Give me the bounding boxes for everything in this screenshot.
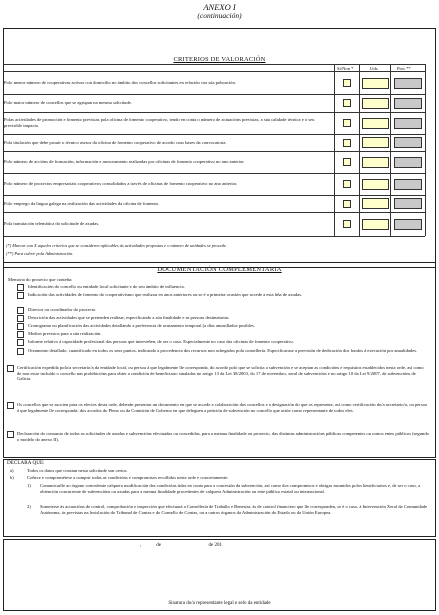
memoria-item-text: Orzamento detallado, cuantificado en todos os seus puntos, indicando a procedencia dos recursos non achegados pola consellería. Especificarase a previsión de dedicación dos fondos á execución por anualidades. [28, 348, 418, 353]
criteria-units-field[interactable] [362, 198, 389, 209]
grid-vline [359, 64, 360, 236]
declaration-b-marker: b) [10, 475, 14, 480]
criteria-points-field [394, 118, 422, 129]
memoria-item-text: Medios previstos para a súa realización. [28, 331, 102, 336]
criteria-row: Polo número de proxectos empresariais cooperativos consolidados a través de oficinas de fomento cooperativo no ano anterior. [4, 181, 238, 187]
criteria-points-field [394, 98, 422, 109]
criteria-checkbox[interactable] [343, 220, 351, 228]
memoria-heading: Memoria do proxecto que conteña: [8, 277, 73, 282]
memoria-item-text: Identificación do concello ou entidade local solicitante e do seu ámbito de influencia. [28, 284, 185, 289]
criteria-row: Polo maior número de concellos que se agrupan na mesma solicitude. [4, 100, 132, 106]
criteria-units-field[interactable] [362, 78, 389, 89]
col-uds-header: Uds. [370, 66, 379, 71]
criteria-units-field[interactable] [362, 219, 389, 230]
criteria-points-field [394, 78, 422, 89]
criteria-checkbox[interactable] [343, 79, 351, 87]
documentation-title: DOCUMENTACIÓN COMPLEMENTARIA [157, 266, 282, 273]
criteria-checkbox[interactable] [343, 158, 351, 166]
criteria-points-field [394, 219, 422, 230]
memoria-item-checkbox[interactable] [17, 284, 24, 291]
criteria-points-field [394, 157, 422, 168]
grid-vline [334, 64, 335, 236]
criteria-checkbox[interactable] [343, 200, 351, 208]
document-item-text: Os concellos que se asocien para os efectos desta orde, deberán presentar un documento en que se acorde a colaboración dos concellos e a designación do que os represente, así como certificación do/a secretario/a, ou persoa á que legalmente lle corresponda, dos acordos do Pleno ou da Comisión de Goberno en que deleguen a petición de subvención no concello que actúe como representante de todos eles. [17, 402, 427, 413]
declaration-title: DECLARA QUE: [7, 460, 45, 466]
criteria-row: Polo menor número de cooperativas activas con domicilio no ámbito dos concellos solicitantes en relación coa súa poboación. [4, 80, 236, 86]
criteria-title: CRITERIOS DE VALORACIÓN [173, 56, 266, 63]
criteria-row: Polo número de accións de formación, información e asesoramento realizadas por oficinas de fomento cooperativo no ano anterior. [4, 159, 245, 165]
col-ptos-header: Ptos ** [397, 66, 411, 71]
memoria-item-checkbox[interactable] [17, 307, 24, 314]
signature-date-line[interactable]: , de de 201 [140, 543, 222, 548]
grid-hline [4, 236, 425, 237]
criteria-row: Polas actividades de promoción e fomento previstas pola oficina de fomento cooperativo, tendo en conta o número de actuacións previstas, a súa calidade técnica e o seu previsible impacto. [4, 117, 315, 128]
annex-subtitle: (continuación) [197, 11, 242, 20]
annex-title: ANEXO I [203, 2, 236, 12]
memoria-item-checkbox[interactable] [17, 315, 24, 322]
criteria-row: Polo emprego da lingua galega na realización das actividades da oficina de fomento. [4, 200, 160, 206]
memoria-item-text: Informe relativo á capacidade profesional das persoas que interveñen, de ser o caso. Especialmente no caso das oficinas de fomento cooperativo. [28, 339, 294, 344]
criteria-units-field[interactable] [362, 118, 389, 129]
criteria-points-field [394, 179, 422, 190]
declaration-a: Todos os datos que constan nesta solicitude son certos. [27, 468, 128, 473]
document-checkbox[interactable] [7, 402, 14, 409]
document-item-text: Certificación expedida polo/a secretario/a da entidade local, ou persoa á que legalmente lle corresponda, do acordo polo que se solicita a subvención e se aceptan as condicións e requisitos establecidos nesta orde, así como de non estar incluído o concello nas prohibicións para obter a condición de beneficiario sinaladas no artigo 13 da Lei 38/2003, do 17 de novembro, xeral de subvencións e no artigo 10 da Lei 9/2007, de subvencións de Galicia. [17, 365, 424, 382]
criteria-checkbox[interactable] [343, 119, 351, 127]
criteria-units-field[interactable] [362, 179, 389, 190]
grid-vline [425, 64, 426, 236]
memoria-item-checkbox[interactable] [17, 348, 24, 355]
criteria-units-field[interactable] [362, 157, 389, 168]
memoria-item-text: Indicación das actividades de fomento do cooperativismo que realizou en anos anteriores ou se é a primeira ocasión que accede a esta liña de axudas. [28, 292, 303, 297]
col-sino-header: Si/Non * [337, 66, 354, 71]
memoria-item-text: Descrición das actividades que se pretenden realizar, especificando a súa finalidade e as persoas destinatarias. [28, 315, 230, 320]
memoria-item-checkbox[interactable] [17, 323, 24, 330]
memoria-item-text: Cronograma ou planificación das actividades detallando a preferencia de acutamento temporal (a días amasillados posibles. [28, 323, 255, 328]
document-item-text: Declaración do conxunto de todas as solicitudes de axudas e subvencións efectuadas ou concedidas, para a mesma finalidade ou proxecto, das distintas administracións públicas competentes ou outros entes públicos (segundo o modelo do anexo II). [17, 431, 429, 442]
declaration-b2: Someterse ás actuacións de control, comprobación e inspección que efectuará a Consellería de Traballo e Benestar, ás de control financiero que lle corresponden, se é o caso, á Intervención Xeral da Comunidade Autónoma, ás previstas na lexislación do Tribunal de Contas e do Consello de Contas, ou a outros órganos da Administración do Estado ou da Unión Europea. [40, 504, 428, 515]
declaration-b2-marker: 2) [27, 504, 31, 509]
criteria-units-field[interactable] [362, 137, 389, 148]
memoria-item-checkbox[interactable] [17, 339, 24, 346]
criteria-checkbox[interactable] [343, 180, 351, 188]
declaration-b1: Comunicarlle ao órgano concedente calquera modificación das condicións tidas en conta para a concesión da subvención, así como dos compromisos e obrigas asumidos polos beneficiarios e, de ser o caso, a obtención concurrente de subvencións ou axudas para a mesma finalidade procedentes de calquera Administración ou ente público estatal ou internacional. [40, 483, 421, 494]
criteria-checkbox[interactable] [343, 99, 351, 107]
criteria-row: Pola tramitación telemática da solicitude de axudas. [4, 221, 100, 227]
declaration-a-marker: a) [10, 468, 14, 473]
grid-hline [4, 64, 425, 65]
signature-caption: Sinatura do/a representante legal e selo da entidade [168, 601, 271, 606]
criteria-points-field [394, 137, 422, 148]
criteria-points-field [394, 198, 422, 209]
memoria-item-checkbox[interactable] [17, 331, 24, 338]
criteria-note-2: (**) Para cubrir pola Administración. [6, 251, 74, 256]
document-checkbox[interactable] [7, 431, 14, 438]
grid-vline [390, 64, 391, 236]
document-checkbox[interactable] [7, 365, 14, 372]
criteria-units-field[interactable] [362, 98, 389, 109]
memoria-item-checkbox[interactable] [17, 292, 24, 299]
memoria-item-text: Director ou coordinador do proxecto. [28, 307, 97, 312]
criteria-checkbox[interactable] [343, 139, 351, 147]
declaration-b1-marker: 1) [27, 483, 31, 488]
criteria-note-1: (*) Marcar cun X aqueles criterios que se consideren aplicables ás actividades propostas e o número de unidades se procede. [6, 243, 227, 248]
criteria-row: Pola titulación que debe posuír o técnico asesor da oficina de fomento cooperativo de acordo coas bases da convocatoria. [4, 139, 227, 145]
declaration-b: Coñece e comprométese a cumprir todas as condicións e compromisos recollidos nesta orde e concretamente: [27, 475, 229, 480]
